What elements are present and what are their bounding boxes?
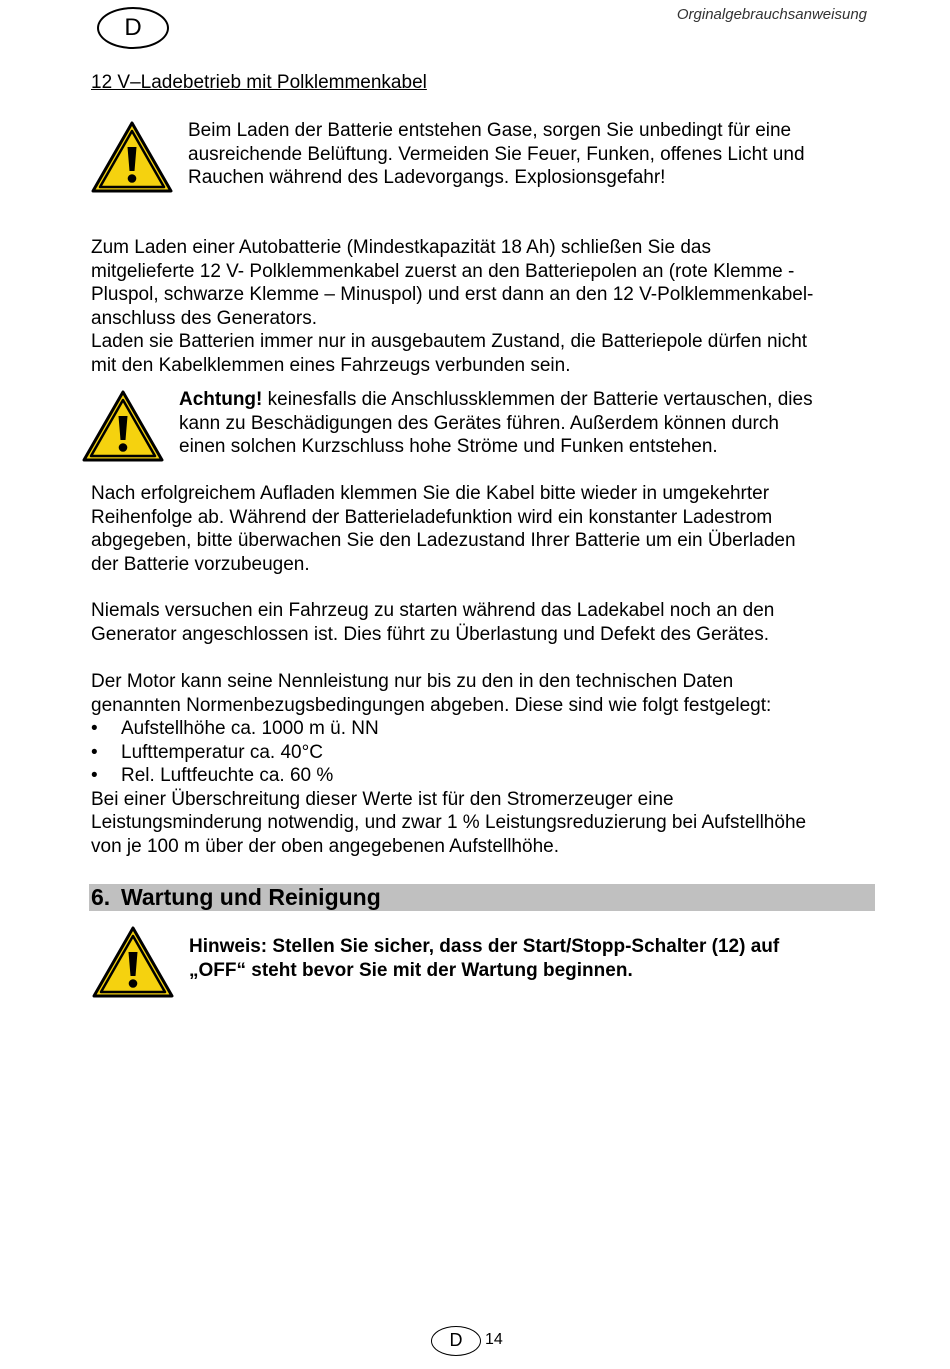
charging-heading: 12 V–Ladebetrieb mit Polklemmenkabel	[91, 72, 427, 93]
text-line: der Batterie vorzubeugen.	[91, 553, 310, 575]
text-span: keinesfalls die Anschlussklemmen der Batterie vertauschen, dies	[262, 389, 813, 410]
text-line: Pluspol, schwarze Klemme – Minuspol) und erst dann an den 12 V-Polklemmenkabel-	[91, 284, 814, 305]
text-line: Beim Laden der Batterie entstehen Gase, sorgen Sie unbedingt für eine	[188, 120, 792, 141]
text-line: abgegeben, bitte überwachen Sie den Ladezustand Ihrer Batterie um ein Überladen	[91, 530, 796, 551]
warning-triangle-icon	[91, 924, 175, 1000]
text-line: ausreichende Belüftung. Vermeiden Sie Feuer, Funken, offenes Licht und	[188, 143, 805, 165]
bullet: •	[91, 718, 98, 739]
list-item-text: Lufttemperatur ca. 40°C	[121, 741, 323, 763]
text-line: kann zu Beschädigungen des Gerätes führen. Außerdem können durch	[179, 412, 779, 434]
bullet: •	[91, 765, 98, 786]
list-item	[91, 764, 806, 788]
section-title: Wartung und Reinigung	[121, 884, 381, 910]
gas-warning-text	[188, 119, 805, 190]
text-line: Rauchen während des Ladevorgangs. Explosionsgefahr!	[188, 167, 666, 188]
footer-language-badge: D	[431, 1326, 481, 1356]
text-line	[179, 388, 813, 412]
text-line: Zum Laden einer Autobatterie (Mindestkapazität 18 Ah) schließen Sie das	[91, 237, 711, 258]
text-line: „OFF“ steht bevor Sie mit der Wartung beginnen.	[189, 959, 633, 981]
page-number: 14	[485, 1331, 503, 1348]
list-item	[91, 741, 806, 765]
language-badge: D	[97, 7, 169, 49]
maintenance-note-text	[189, 935, 779, 982]
document-type-label: Orginalgebrauchsanweisung	[676, 6, 867, 23]
text-line: Nach erfolgreichem Aufladen klemmen Sie die Kabel bitte wieder in umgekehrter	[91, 483, 770, 504]
text-line: Leistungsminderung notwendig, und zwar 1 % Leistungsreduzierung bei Aufstellhöhe	[91, 812, 807, 833]
attention-label: Achtung!	[179, 389, 263, 410]
rated-power-conditions-paragraph	[91, 670, 806, 858]
polarity-warning-text	[179, 388, 813, 459]
text-line: Niemals versuchen ein Fahrzeug zu starten während das Ladekabel noch an den	[91, 600, 775, 621]
text-line: genannten Normenbezugsbedingungen abgeben. Diese sind wie folgt festgelegt:	[91, 694, 772, 716]
bullet: •	[91, 741, 98, 763]
list-item-text: Rel. Luftfeuchte ca. 60 %	[121, 765, 334, 786]
section-number: 6.	[91, 884, 111, 910]
text-line: Generator angeschlossen ist. Dies führt zu Überlastung und Defekt des Gerätes.	[91, 623, 770, 645]
warning-triangle-icon	[90, 120, 174, 194]
text-line: mitgelieferte 12 V- Polklemmenkabel zuerst an den Batteriepolen an (rote Klemme -	[91, 260, 795, 282]
text-line: Laden sie Batterien immer nur in ausgebautem Zustand, die Batteriepole dürfen nicht	[91, 331, 808, 352]
text-line: Der Motor kann seine Nennleistung nur bis zu den in den technischen Daten	[91, 671, 734, 692]
conditions-list	[91, 717, 806, 788]
list-item	[91, 717, 806, 741]
list-item-text: Aufstellhöhe ca. 1000 m ü. NN	[121, 718, 379, 739]
text-line: einen solchen Kurzschluss hohe Ströme und Funken entstehen.	[179, 436, 718, 457]
section-heading	[91, 884, 381, 911]
text-line: von je 100 m über der oben angegebenen Aufstellhöhe.	[91, 835, 559, 857]
text-line: Reihenfolge ab. Während der Batterieladefunktion wird ein konstanter Ladestrom	[91, 506, 773, 528]
after-charging-paragraph	[91, 482, 796, 576]
warning-triangle-icon	[81, 389, 165, 463]
vehicle-start-warning-paragraph	[91, 599, 774, 646]
text-line: Bei einer Überschreitung dieser Werte ist für den Stromerzeuger eine	[91, 788, 674, 810]
text-line: mit den Kabelklemmen eines Fahrzeugs verbunden sein.	[91, 354, 571, 376]
text-line: anschluss des Generators.	[91, 307, 318, 329]
charging-instructions-paragraph	[91, 236, 813, 377]
text-line: Hinweis: Stellen Sie sicher, dass der Start/Stopp-Schalter (12) auf	[189, 936, 780, 957]
